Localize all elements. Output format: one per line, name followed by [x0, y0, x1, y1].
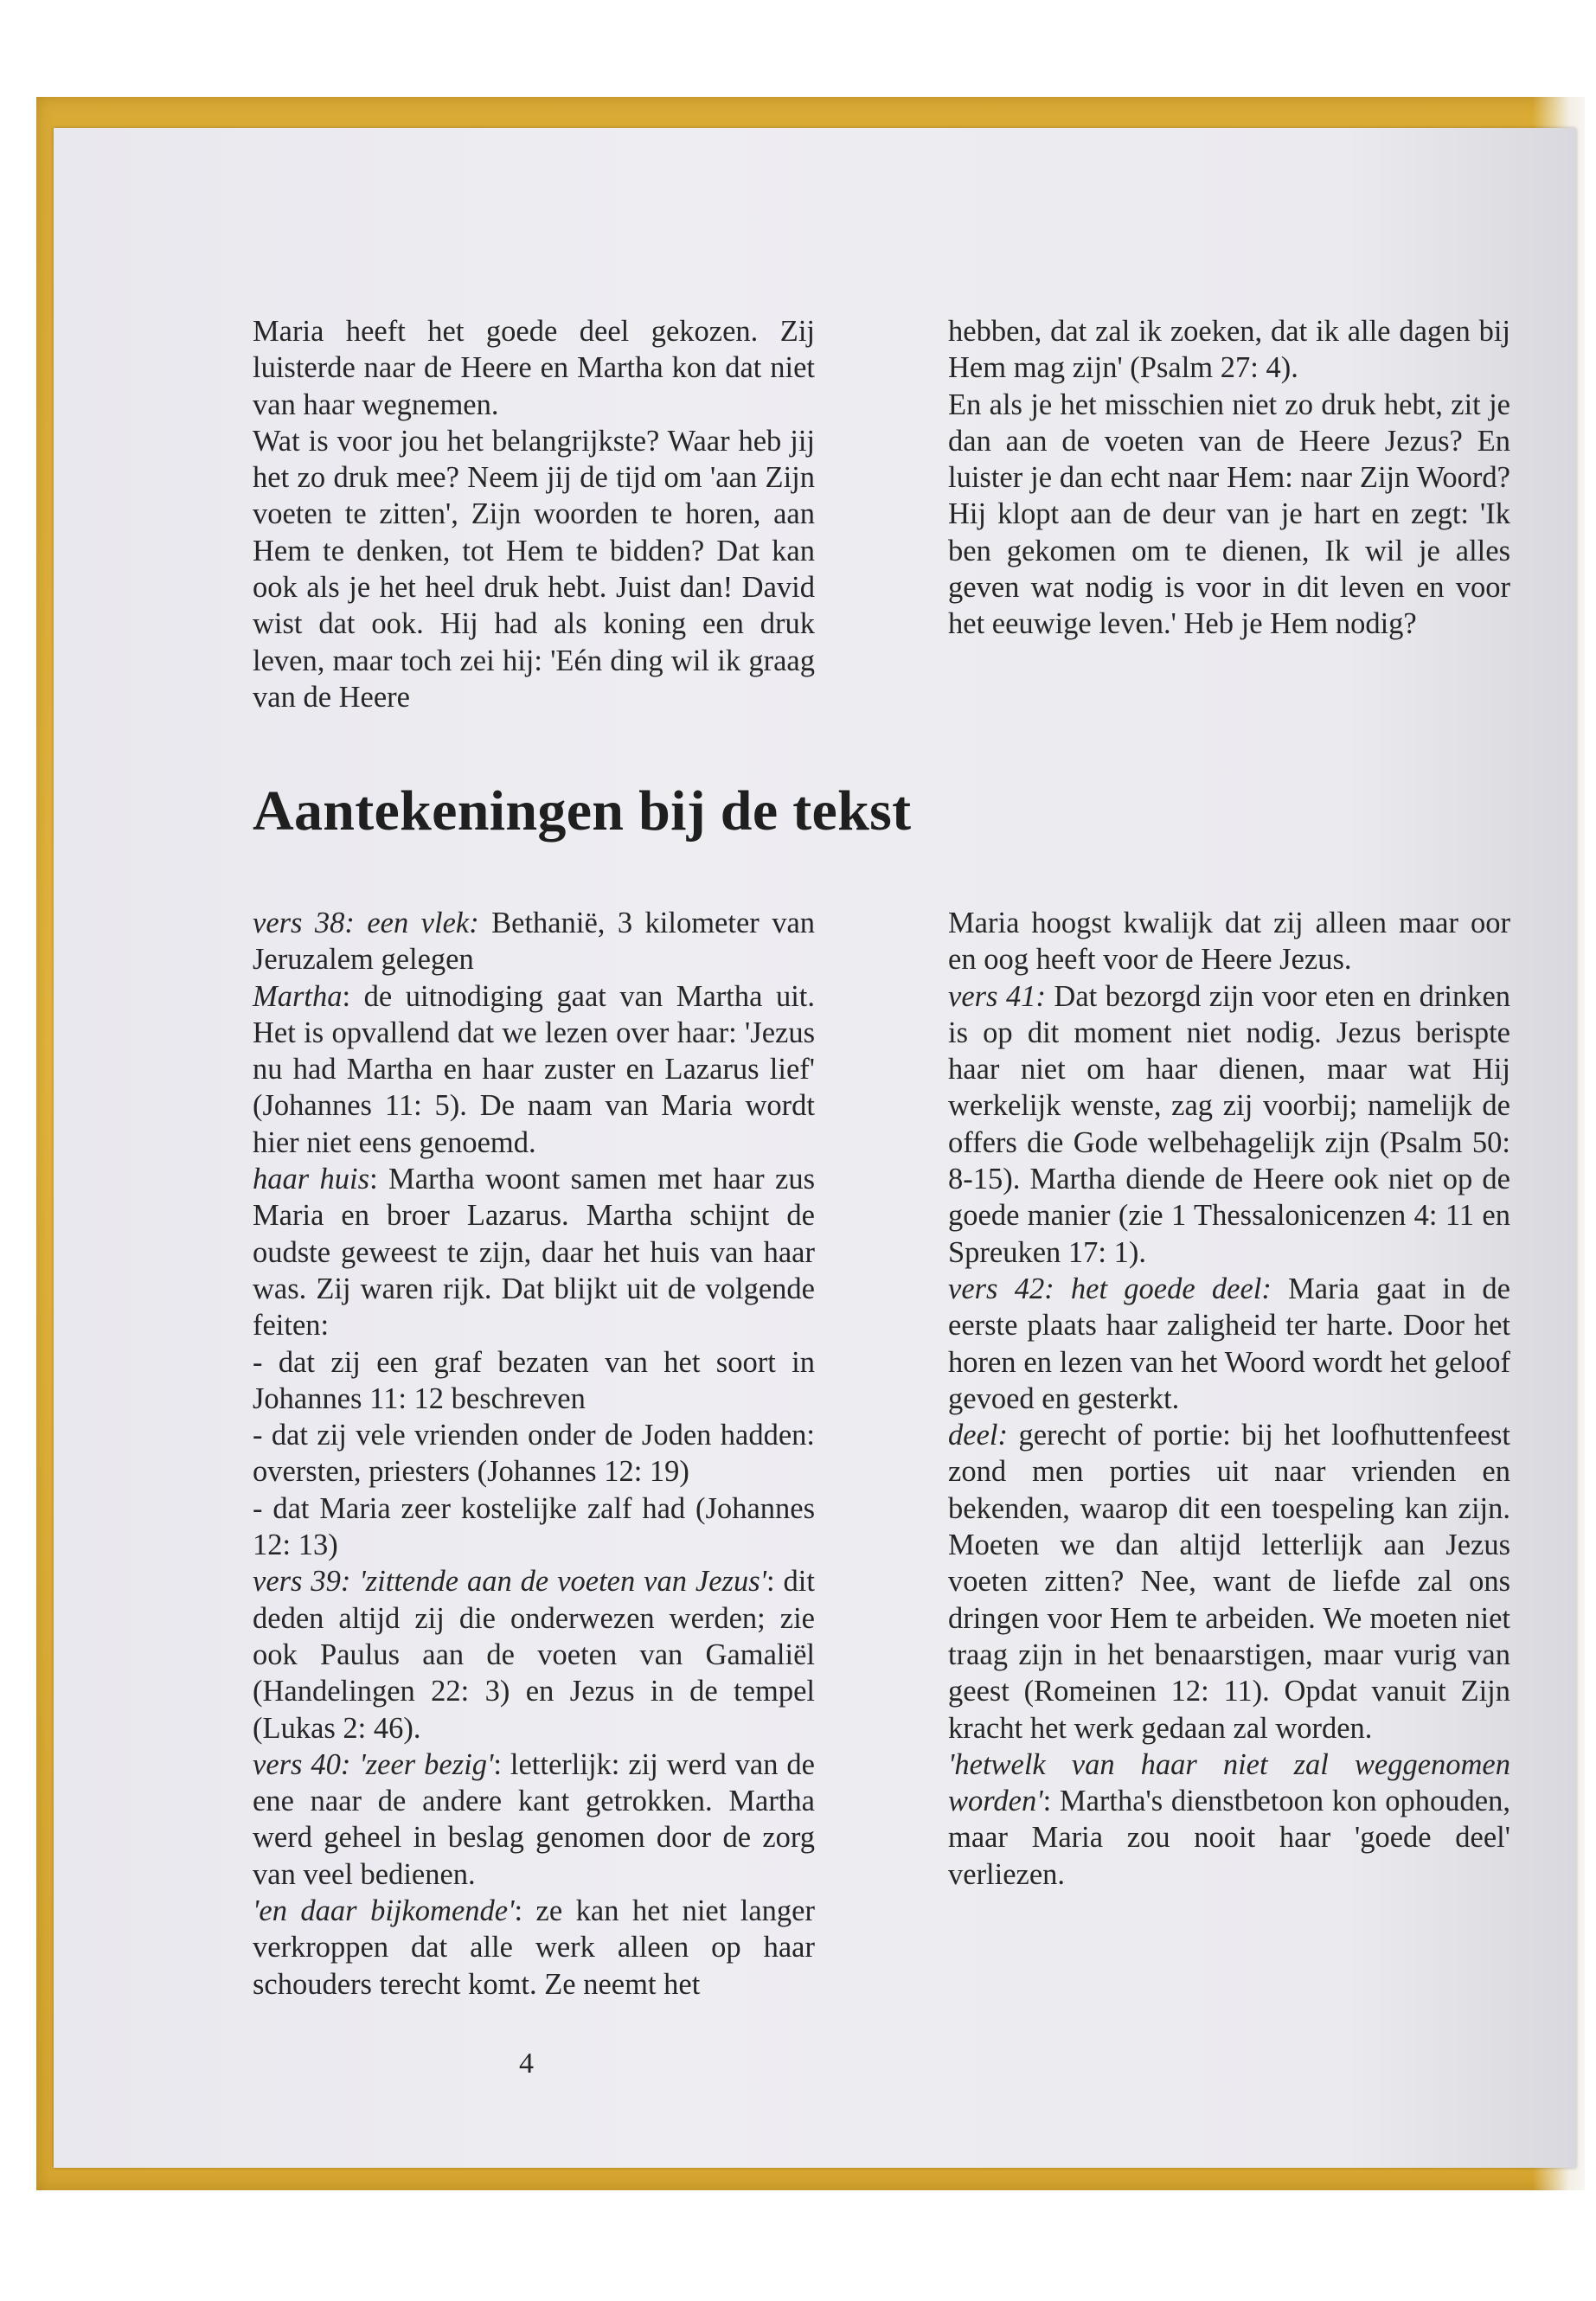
- note-entry: [253, 1563, 815, 1746]
- note-entry: [948, 1271, 1510, 1417]
- note-label: deel:: [948, 1419, 1008, 1452]
- page-number: 4: [519, 2048, 534, 2080]
- intro-paragraph: En als je het misschien niet zo druk hebt, zit je dan aan de voeten van de Heere Jezus? En luister je dan echt naar Hem: naar Zijn Woord? Hij klopt aan de deur van je hart en zegt: 'Ik ben gekomen om te dienen, Ik wil je alles geven wat nodig is voor in dit leven en voor het eeuwige leven.' Heb je Hem nodig?: [948, 388, 1510, 641]
- note-entry: [253, 978, 815, 1161]
- intro-paragraph: Wat is voor jou het belangrijkste? Waar heb jij het zo druk mee? Neem jij de tijd om 'aan Zijn voeten te zitten', Zijn woorden te horen, aan Hem te denken, tot Hem te bidden? Dat kan ook als je het heel druk hebt. Juist dan! David wist dat ook. Hij had als koning een druk leven, maar toch zei hij: 'Eén ding wil ik graag van de Heere: [253, 424, 815, 714]
- note-label: vers 40: 'zeer bezig': [253, 1747, 494, 1781]
- note-text: : Martha woont samen met haar zus Maria en broer Lazarus. Martha schijnt de oudste geweest te zijn, daar het huis van haar was. Zij waren rijk. Dat blijkt uit de volgende feiten:: [253, 1163, 815, 1343]
- note-entry: [253, 1490, 815, 1564]
- note-entry: [948, 1747, 1510, 1893]
- note-entry: [253, 1893, 815, 2003]
- note-entry: [948, 978, 1510, 1271]
- note-text: Dat bezorgd zijn voor eten en drinken is op dit moment niet nodig. Jezus berispte haar niet om haar dienen, maar wat Hij werkelijk wenste, zag zij voorbij; namelijk de offers die Gode welbehagelijk zijn (Psalm 50: 8-15). Martha diende de Heere ook niet op de goede manier (zie 1 Thessalonicenzen 4: 11 en Spreuken 17: 1).: [948, 979, 1511, 1269]
- note-entry: [253, 1344, 815, 1418]
- notes-right-column: [948, 905, 1510, 1893]
- note-text: : Martha's dienstbetoon kon ophouden, maar Maria zou nooit haar 'goede deel' verliezen.: [948, 1785, 1510, 1891]
- intro-left-column: [253, 313, 815, 715]
- note-entry: [253, 1161, 815, 1343]
- note-label: haar huis: [253, 1163, 370, 1196]
- notes-left-column: [253, 905, 815, 2003]
- note-label: 'en daar bijkomende': [253, 1894, 515, 1928]
- note-entry: [253, 1417, 815, 1490]
- note-entry: [253, 905, 815, 978]
- note-label: vers 41:: [948, 979, 1046, 1013]
- note-label: Martha: [253, 979, 343, 1013]
- note-text: Bethanië, 3 kilometer van Jeruzalem gelegen: [253, 907, 816, 977]
- note-text: Maria hoogst kwalijk dat zij alleen maar oor en oog heeft voor de Heere Jezus.: [948, 907, 1510, 977]
- note-entry: [948, 1417, 1510, 1747]
- note-text: - dat zij een graf bezaten van het soort in Johannes 11: 12 beschreven: [253, 1345, 815, 1415]
- note-text: : ze kan het niet langer verkroppen dat alle werk alleen op haar schouders terecht komt. Ze neemt het: [253, 1894, 815, 2001]
- note-entry: [948, 905, 1510, 978]
- note-text: - dat zij vele vrienden onder de Joden hadden: oversten, priesters (Johannes 12: 19): [253, 1419, 815, 1489]
- intro-right-column: [948, 313, 1510, 643]
- note-text: gerecht of portie: bij het loofhuttenfeest zond men porties uit naar vrienden en bekenden, waarop dit een toespeling kan zijn. Moeten we dan altijd letterlijk aan Jezus voeten zitten? Nee, want de liefde zal ons dringen voor Hem te arbeiden. We moeten niet traag zijn in het benaarstigen, maar vurig van geest (Romeinen 12: 11). Opdat vanuit Zijn kracht het werk gedaan zal worden.: [948, 1419, 1510, 1745]
- note-entry: [253, 1747, 815, 1893]
- note-text: : de uitnodiging gaat van Martha uit. Het is opvallend dat we lezen over haar: 'Jezus nu had Martha en haar zuster en Lazarus lief' (Johannes 11: 5). De naam van Maria wordt hier niet eens genoemd.: [253, 979, 815, 1159]
- intro-paragraph: Maria heeft het goede deel gekozen. Zij luisterde naar de Heere en Martha kon dat niet van haar wegnemen.: [253, 315, 815, 421]
- note-text: - dat Maria zeer kostelijke zalf had (Johannes 12: 13): [253, 1491, 815, 1562]
- note-text: : dit deden altijd zij die onderwezen werden; zie ook Paulus aan de voeten van Gamaliël (Handelingen 22: 3) en Jezus in de tempel (Lukas 2: 46).: [253, 1565, 815, 1745]
- intro-paragraph: hebben, dat zal ik zoeken, dat ik alle dagen bij Hem mag zijn' (Psalm 27: 4).: [948, 315, 1510, 385]
- note-label: 'hetwelk van haar niet zal weggenomen worden': [948, 1747, 1510, 1818]
- note-text: Maria gaat in de eerste plaats haar zaligheid ter harte. Door het horen en lezen van het Woord wordt het geloof gevoed en gesterkt.: [948, 1272, 1510, 1415]
- note-text: : letterlijk: zij werd van de ene naar de andere kant getrokken. Martha werd geheel in beslag genomen door de zorg van veel bedienen.: [253, 1747, 815, 1891]
- note-label: vers 38: een vlek:: [253, 907, 479, 939]
- section-heading: Aantekeningen bij de tekst: [253, 779, 912, 843]
- note-label: vers 39: 'zittende aan de voeten van Jezus': [253, 1565, 767, 1599]
- note-label: vers 42: het goede deel:: [948, 1272, 1272, 1305]
